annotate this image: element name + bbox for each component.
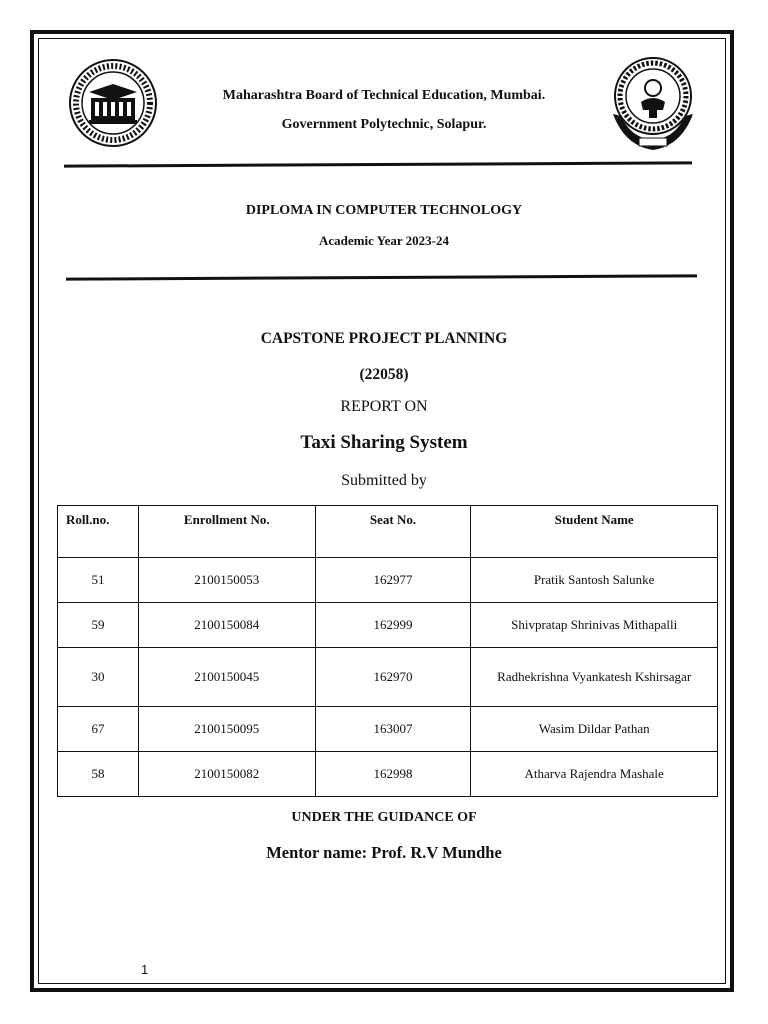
roll-cell: 51 bbox=[58, 558, 139, 603]
course-code: (22058) bbox=[359, 366, 409, 383]
col-header-student-name: Student Name bbox=[471, 506, 718, 558]
enrollment-cell: 2100150053 bbox=[138, 558, 315, 603]
enrollment-cell: 2100150095 bbox=[138, 707, 315, 752]
course-name: CAPSTONE PROJECT PLANNING bbox=[260, 330, 508, 347]
student-name-cell: Wasim Dildar Pathan bbox=[471, 707, 718, 752]
diploma-title: DIPLOMA IN COMPUTER TECHNOLOGY bbox=[245, 203, 523, 218]
govt-polytechnic-solapur-logo bbox=[605, 54, 701, 154]
roll-cell: 58 bbox=[58, 752, 139, 797]
seat-cell: 162970 bbox=[315, 648, 471, 707]
col-header-enrollment: Enrollment No. bbox=[138, 506, 315, 558]
project-title: Taxi Sharing System bbox=[300, 432, 468, 453]
roll-cell: 67 bbox=[58, 707, 139, 752]
seat-cell: 162999 bbox=[315, 603, 471, 648]
student-name-cell: Radhekrishna Vyankatesh Kshirsagar bbox=[471, 648, 718, 707]
board-name: Maharashtra Board of Technical Education, Mumbai. bbox=[222, 88, 546, 103]
enrollment-cell: 2100150084 bbox=[138, 603, 315, 648]
roll-cell: 59 bbox=[58, 603, 139, 648]
enrollment-cell: 2100150082 bbox=[138, 752, 315, 797]
guidance-heading: UNDER THE GUIDANCE OF bbox=[291, 810, 477, 825]
academic-year: Academic Year 2023-24 bbox=[319, 233, 449, 248]
table-row bbox=[58, 707, 718, 752]
col-header-roll: Roll.no. bbox=[58, 506, 139, 558]
roll-cell: 30 bbox=[58, 648, 139, 707]
seat-cell: 162977 bbox=[315, 558, 471, 603]
seat-cell: 163007 bbox=[315, 707, 471, 752]
table-header-row bbox=[58, 506, 718, 558]
table-row bbox=[58, 752, 718, 797]
students-table bbox=[57, 505, 718, 797]
table-row bbox=[58, 558, 718, 603]
table-row bbox=[58, 648, 718, 707]
enrollment-cell: 2100150045 bbox=[138, 648, 315, 707]
student-name-cell: Shivpratap Shrinivas Mithapalli bbox=[471, 603, 718, 648]
student-name-cell: Atharva Rajendra Mashale bbox=[471, 752, 718, 797]
table-row bbox=[58, 603, 718, 648]
col-header-seat: Seat No. bbox=[315, 506, 471, 558]
student-name-cell: Pratik Santosh Salunke bbox=[471, 558, 718, 603]
report-on-label: REPORT ON bbox=[340, 398, 428, 415]
institute-name: Government Polytechnic, Solapur. bbox=[281, 117, 487, 132]
submitted-by-label: Submitted by bbox=[341, 472, 427, 489]
mentor-name: Mentor name: Prof. R.V Mundhe bbox=[266, 843, 502, 862]
seat-cell: 162998 bbox=[315, 752, 471, 797]
page-number: 1 bbox=[141, 962, 149, 977]
